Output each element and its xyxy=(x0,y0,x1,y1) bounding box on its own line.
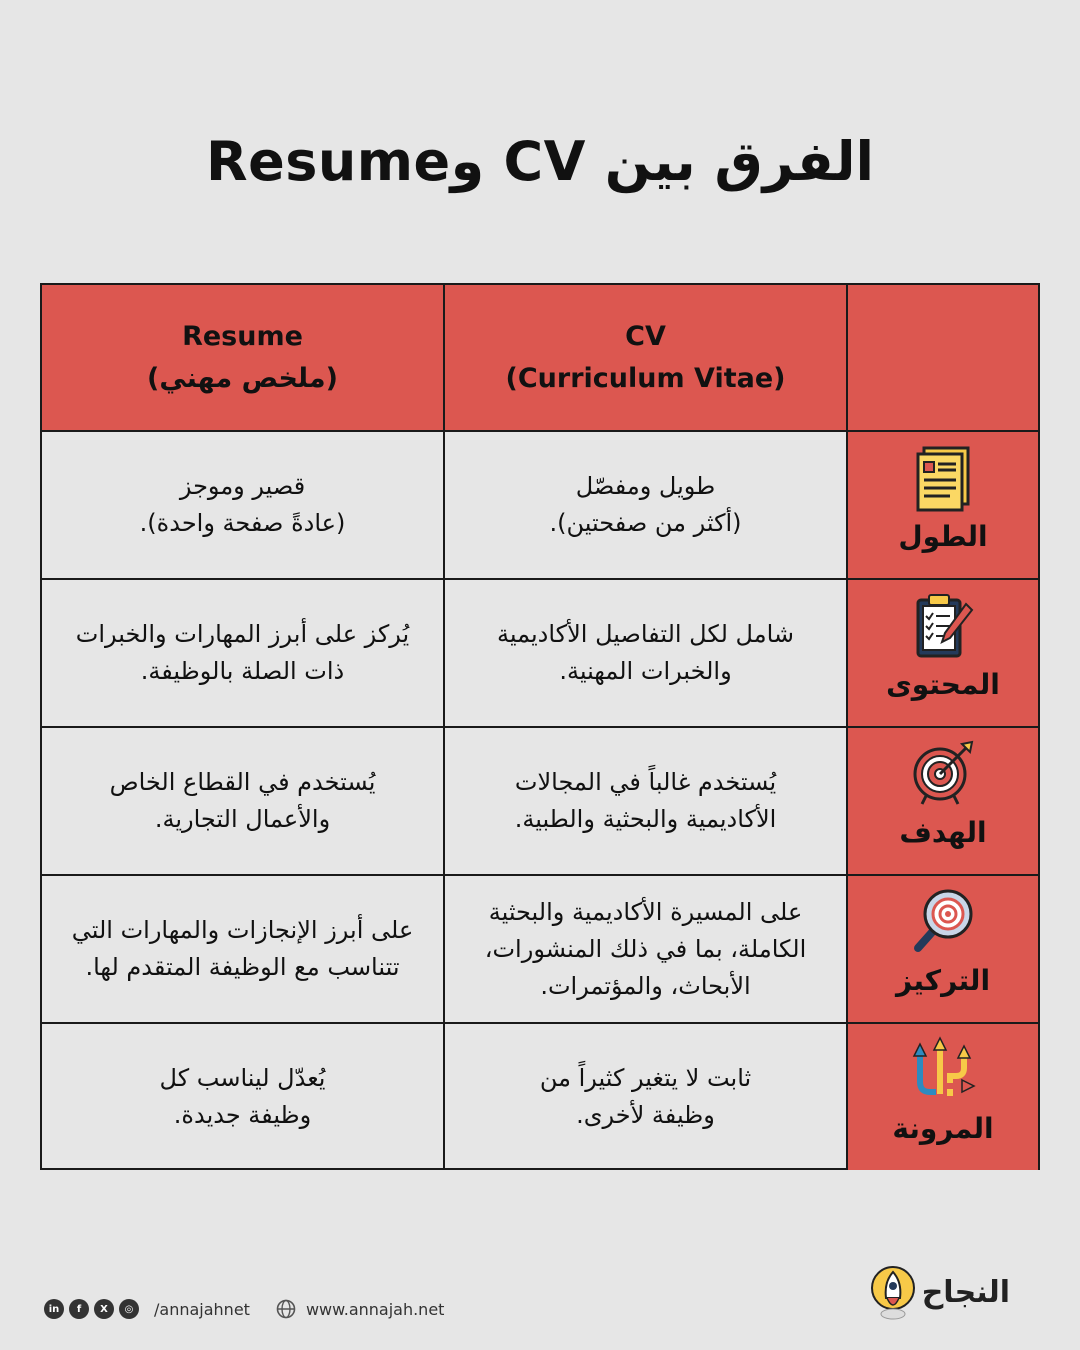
cv-cell-focus xyxy=(445,876,848,1024)
linkedin-icon[interactable]: in xyxy=(44,1299,64,1319)
header-resume-en: Resume xyxy=(182,320,303,352)
row-label-text: المحتوى xyxy=(886,668,1000,701)
facebook-icon[interactable]: f xyxy=(69,1299,89,1319)
document-icon xyxy=(910,442,976,512)
instagram-icon[interactable]: ◎ xyxy=(119,1299,139,1319)
comparison-table xyxy=(40,283,1040,1170)
cell-text: ثابت لا يتغير كثيراً من xyxy=(539,1064,752,1092)
row-label-flexibility xyxy=(848,1024,1038,1170)
resume-cell-flexibility xyxy=(42,1024,445,1170)
row-label-length xyxy=(848,432,1038,580)
row-label-text: الطول xyxy=(898,520,988,553)
row-label-text: التركيز xyxy=(895,964,991,997)
cell-text: (عادةً صفحة واحدة). xyxy=(139,509,346,537)
cell-text: تتناسب مع الوظيفة المتقدم لها. xyxy=(85,953,400,981)
cv-cell-content xyxy=(445,580,848,728)
header-resume-ar: (ملخص مهني) xyxy=(147,362,338,394)
cv-cell-length xyxy=(445,432,848,580)
cell-text: والأعمال التجارية. xyxy=(154,805,331,833)
clipboard-icon xyxy=(910,590,976,660)
resume-cell-goal xyxy=(42,728,445,876)
social-handle[interactable]: /annajahnet xyxy=(154,1299,250,1319)
cell-text: على أبرز الإنجازات والمهارات التي xyxy=(71,916,414,944)
cell-text: الأبحاث، والمؤتمرات. xyxy=(540,971,751,1000)
cell-text: الأكاديمية والبحثية والطبية. xyxy=(514,805,777,833)
cell-text: الكاملة، بما في ذلك المنشورات، xyxy=(484,934,807,963)
cell-text: والخبرات المهنية. xyxy=(559,657,732,685)
page-title: الفرق بين CV وResume xyxy=(205,130,875,193)
cell-text: يُعدّل ليناسب كل xyxy=(159,1064,326,1092)
x-icon[interactable]: X xyxy=(94,1299,114,1319)
brand-name: النجاح xyxy=(921,1274,1010,1310)
row-label-goal xyxy=(848,728,1038,876)
resume-cell-length xyxy=(42,432,445,580)
cell-text: على المسيرة الأكاديمية والبحثية xyxy=(488,897,803,926)
row-label-text: الهدف xyxy=(899,816,987,849)
magnifier-target-icon xyxy=(910,886,976,956)
header-corner xyxy=(848,285,1038,432)
header-cv-full: (Curriculum Vitae) xyxy=(505,362,786,394)
cell-text: ذات الصلة بالوظيفة. xyxy=(140,657,345,685)
cell-text: يُستخدم في القطاع الخاص xyxy=(109,768,376,796)
row-label-text: المرونة xyxy=(892,1112,994,1145)
cell-text: وظيفة جديدة. xyxy=(173,1101,312,1129)
row-label-content xyxy=(848,580,1038,728)
cell-text: طويل ومفصّل xyxy=(575,472,716,500)
row-label-focus xyxy=(848,876,1038,1024)
globe-icon xyxy=(276,1299,296,1319)
brand-logo xyxy=(870,1264,1010,1320)
header-cv xyxy=(445,285,848,432)
arrows-icon xyxy=(910,1034,976,1104)
resume-cell-content xyxy=(42,580,445,728)
resume-cell-focus xyxy=(42,876,445,1024)
header-cv-en: CV xyxy=(625,320,666,352)
cell-text: شامل لكل التفاصيل الأكاديمية xyxy=(497,620,794,648)
cv-cell-goal xyxy=(445,728,848,876)
footer xyxy=(44,1294,444,1324)
cell-text: وظيفة لأخرى. xyxy=(576,1101,715,1129)
cv-cell-flexibility xyxy=(445,1024,848,1170)
cell-text: (أكثر من صفحتين). xyxy=(549,509,742,537)
website-link[interactable]: www.annajah.net xyxy=(305,1299,445,1319)
target-icon xyxy=(910,738,976,808)
header-resume xyxy=(42,285,445,432)
rocket-icon xyxy=(870,1264,916,1320)
cell-text: يُستخدم غالباً في المجالات xyxy=(514,768,777,796)
cell-text: قصير وموجز xyxy=(179,472,306,500)
cell-text: يُركز على أبرز المهارات والخبرات xyxy=(75,620,410,648)
